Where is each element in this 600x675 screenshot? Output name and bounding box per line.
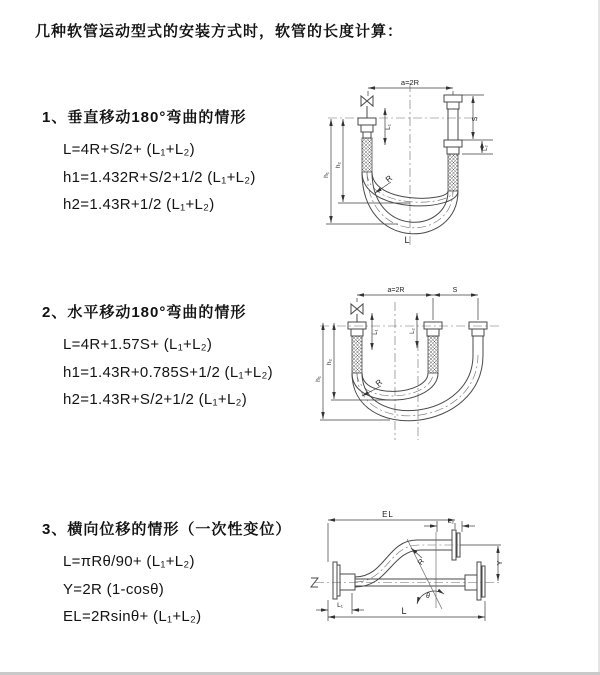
dim-label-l1: L₁	[385, 124, 392, 130]
dimension-l1	[372, 313, 379, 350]
section-lateral-displacement	[42, 520, 291, 631]
left-fitting	[358, 118, 376, 172]
dim-label-l2: L₂	[483, 145, 489, 151]
dim-label-l2: L₂	[447, 518, 455, 525]
dim-label-theta: θ	[426, 593, 430, 600]
dim-label-s: S	[452, 287, 458, 294]
section-2-heading: 2、水平移动180°弯曲的情形	[42, 304, 247, 321]
formula-h2: h2=1.43R+1/2 (L₁+L₂)	[63, 196, 215, 213]
dimension-l2	[462, 141, 493, 154]
dim-label-h2: h₂	[335, 161, 342, 169]
dimension-l1	[385, 108, 392, 145]
angle-construction	[407, 532, 444, 609]
formula-h1: h1=1.43R+0.785S+1/2 (L₁+L₂)	[63, 363, 273, 381]
dim-label-h2: h₂	[326, 358, 333, 366]
dim-label-l1: L₁	[337, 602, 343, 609]
formula-h1: h1=1.432R+S/2+1/2 (L₁+L₂)	[63, 168, 256, 186]
dimension-s	[462, 95, 493, 140]
dim-label-l2: L₂	[410, 328, 416, 334]
dim-label-r: R	[373, 377, 385, 389]
formula-el: EL=2Rsinθ+ (L₁+L₂)	[63, 608, 202, 625]
right-fitting	[469, 322, 487, 355]
hose-s-curve	[355, 540, 460, 587]
section-1-formulas	[63, 136, 256, 219]
valve-icon	[361, 96, 373, 118]
formula-length: L=4R+S/2+ (L₁+L₂)	[63, 141, 195, 158]
formula-h2: h2=1.43R+S/2+1/2 (L₁+L₂)	[63, 391, 248, 408]
dim-label-a2r: a=2R	[400, 78, 420, 87]
dim-label-l: L	[401, 606, 407, 616]
dim-label-r: R	[415, 556, 427, 567]
middle-fitting	[424, 322, 442, 373]
section-3-heading: 3、横向位移的情形（一次性变位）	[42, 521, 292, 538]
diagram-lateral-displacement	[305, 505, 595, 630]
page-title: 几种软管运动型式的安装方式时，软管的长度计算：	[35, 23, 404, 40]
dimension-a-2r	[357, 287, 478, 320]
dim-label-a2r: a=2R	[387, 287, 405, 294]
dim-label-s: S	[472, 116, 479, 122]
section-2-formulas	[63, 331, 273, 414]
dimension-l	[328, 600, 485, 621]
dimension-a-2r	[368, 78, 453, 96]
dim-label-length: L	[404, 235, 410, 245]
right-fitting-lower	[444, 140, 462, 191]
dim-label-r: R	[383, 173, 395, 185]
dim-label-el: EL	[382, 510, 394, 519]
dim-label-h1: h₁	[315, 376, 322, 382]
formula-length: L=4R+1.57S+ (L₁+L₂)	[63, 336, 213, 353]
section-1-heading: 1、垂直移动180°弯曲的情形	[42, 109, 247, 126]
section-3-formulas	[63, 548, 291, 631]
section-vertical-motion	[42, 108, 256, 219]
section-horizontal-motion	[42, 303, 273, 414]
centerlines	[320, 302, 502, 440]
dim-label-h1: h₁	[323, 172, 330, 178]
diagram-horizontal-180-bend	[312, 282, 592, 467]
dimension-l2	[410, 313, 417, 348]
dim-label-y: Y	[495, 560, 504, 566]
formula-length: L=πRθ/90+ (L₁+L₂)	[63, 553, 195, 570]
left-fitting	[348, 322, 366, 373]
hose-curves	[352, 355, 483, 421]
right-fitting-upper	[444, 95, 462, 140]
valve-icon	[351, 304, 363, 322]
formula-y: Y=2R (1-cosθ)	[63, 580, 165, 598]
diagram-vertical-180-bend	[310, 75, 595, 260]
right-flange	[465, 562, 485, 600]
dim-label-l1: L₁	[373, 329, 379, 335]
radius-callout	[362, 377, 384, 396]
